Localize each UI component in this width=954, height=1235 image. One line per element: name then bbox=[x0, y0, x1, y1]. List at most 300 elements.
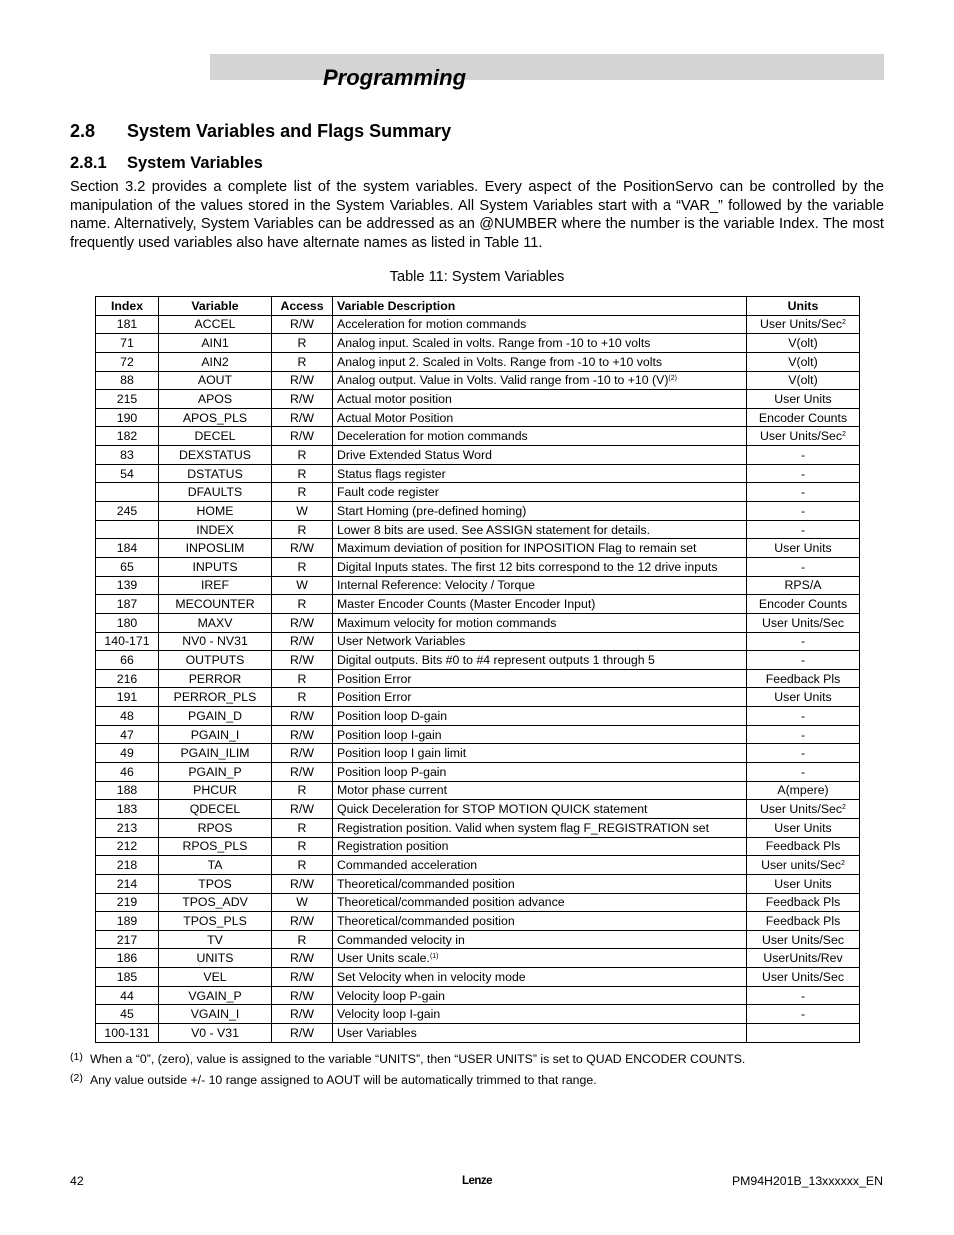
table-row bbox=[96, 334, 860, 353]
cell-description-text: Quick Deceleration for STOP MOTION QUICK statement bbox=[337, 802, 648, 817]
cell-index-text: 182 bbox=[116, 429, 138, 444]
document-id: PM94H201B_13xxxxxx_EN bbox=[731, 1174, 883, 1188]
cell-variable-text: APOS bbox=[197, 392, 233, 407]
superscript: (1) bbox=[429, 953, 439, 961]
cell-variable bbox=[159, 613, 272, 632]
cell-index bbox=[96, 651, 159, 670]
cell-units-text: User Units/Sec bbox=[760, 429, 843, 444]
table-row bbox=[96, 1005, 860, 1024]
cell-index bbox=[96, 688, 159, 707]
cell-units bbox=[747, 595, 860, 614]
cell-access bbox=[272, 595, 333, 614]
cell-units bbox=[747, 613, 860, 632]
header-bar bbox=[210, 54, 884, 80]
cell-units-text: - bbox=[800, 634, 806, 649]
cell-index bbox=[96, 893, 159, 912]
cell-access bbox=[272, 912, 333, 931]
cell-index-text: 45 bbox=[120, 1007, 134, 1022]
cell-units bbox=[747, 576, 860, 595]
cell-units bbox=[747, 483, 860, 502]
superscript: 2 bbox=[842, 431, 846, 439]
cell-description-text: Position loop P-gain bbox=[337, 764, 447, 779]
cell-variable-text: UNITS bbox=[196, 951, 234, 966]
cell-access-text: R/W bbox=[290, 652, 314, 667]
cell-description bbox=[333, 893, 747, 912]
cell-access-text: W bbox=[296, 578, 308, 593]
cell-description bbox=[333, 520, 747, 539]
table-row bbox=[96, 856, 860, 875]
cell-access-text: R bbox=[297, 336, 307, 351]
cell-units bbox=[747, 390, 860, 409]
cell-access-text: R/W bbox=[290, 802, 314, 817]
cell-description-text: Fault code register bbox=[337, 485, 439, 500]
table-row bbox=[96, 427, 860, 446]
cell-index-text: 83 bbox=[120, 447, 134, 462]
cell-index-text: 181 bbox=[116, 317, 138, 332]
cell-index-text: 180 bbox=[116, 615, 138, 630]
table-row bbox=[96, 539, 860, 558]
cell-units-text: User units/Sec bbox=[761, 858, 842, 873]
cell-index-text: 245 bbox=[116, 503, 138, 518]
cell-description-text: Position loop I gain limit bbox=[337, 746, 467, 761]
cell-access bbox=[272, 1023, 333, 1042]
cell-description bbox=[333, 986, 747, 1005]
cell-description-text: Maximum deviation of position for INPOSITION Flag to remain set bbox=[337, 541, 697, 556]
cell-description bbox=[333, 334, 747, 353]
cell-variable-text: IREF bbox=[200, 578, 229, 593]
cell-description bbox=[333, 707, 747, 726]
cell-description bbox=[333, 315, 747, 334]
cell-units-text: - bbox=[800, 988, 806, 1003]
header-units: Units bbox=[747, 297, 860, 316]
table-row bbox=[96, 632, 860, 651]
cell-index bbox=[96, 949, 159, 968]
cell-description bbox=[333, 632, 747, 651]
cell-access bbox=[272, 427, 333, 446]
cell-access bbox=[272, 949, 333, 968]
cell-index-text: 189 bbox=[116, 913, 138, 928]
cell-variable bbox=[159, 539, 272, 558]
cell-variable bbox=[159, 502, 272, 521]
cell-index-text: 188 bbox=[116, 783, 138, 798]
cell-variable bbox=[159, 837, 272, 856]
cell-units bbox=[747, 856, 860, 875]
cell-access-text: R bbox=[297, 466, 307, 481]
table-row bbox=[96, 669, 860, 688]
cell-access bbox=[272, 502, 333, 521]
cell-description bbox=[333, 613, 747, 632]
cell-variable bbox=[159, 856, 272, 875]
cell-index-text: 191 bbox=[116, 690, 138, 705]
table-row bbox=[96, 968, 860, 987]
cell-variable-text: MAXV bbox=[197, 615, 233, 630]
cell-index bbox=[96, 446, 159, 465]
cell-index bbox=[96, 725, 159, 744]
subsection-heading bbox=[70, 153, 263, 173]
cell-description bbox=[333, 595, 747, 614]
cell-units-text: User Units bbox=[774, 876, 832, 891]
table-row bbox=[96, 446, 860, 465]
cell-description bbox=[333, 725, 747, 744]
cell-index bbox=[96, 818, 159, 837]
table-row bbox=[96, 874, 860, 893]
cell-variable-text: VGAIN_I bbox=[190, 1007, 240, 1022]
cell-description-text: Lower 8 bits are used. See ASSIGN statement for details. bbox=[337, 522, 651, 537]
cell-access-text: R/W bbox=[290, 913, 314, 928]
cell-variable-text: INPUTS bbox=[192, 559, 238, 574]
cell-variable-text: TPOS bbox=[198, 876, 232, 891]
cell-index-text: 72 bbox=[120, 354, 134, 369]
cell-index-text: 71 bbox=[120, 336, 134, 351]
cell-access bbox=[272, 464, 333, 483]
cell-index bbox=[96, 856, 159, 875]
cell-access bbox=[272, 874, 333, 893]
cell-units-text: User Units/Sec bbox=[761, 969, 844, 984]
cell-description-text: User Units scale. bbox=[337, 951, 430, 966]
header-index: Index bbox=[96, 297, 159, 316]
footnote bbox=[70, 1051, 884, 1072]
cell-access-text: R/W bbox=[290, 746, 314, 761]
cell-access bbox=[272, 725, 333, 744]
cell-units bbox=[747, 651, 860, 670]
cell-description-text: Commanded velocity in bbox=[337, 932, 465, 947]
cell-units bbox=[747, 837, 860, 856]
cell-description bbox=[333, 446, 747, 465]
header-access: Access bbox=[272, 297, 333, 316]
cell-variable-text: TPOS_PLS bbox=[183, 913, 247, 928]
cell-units bbox=[747, 334, 860, 353]
cell-units bbox=[747, 371, 860, 390]
cell-description-text: Position Error bbox=[337, 690, 412, 705]
cell-units-text: - bbox=[800, 652, 806, 667]
cell-units bbox=[747, 520, 860, 539]
cell-description bbox=[333, 744, 747, 763]
cell-variable bbox=[159, 669, 272, 688]
cell-variable-text: QDECEL bbox=[189, 802, 241, 817]
cell-description-text: Deceleration for motion commands bbox=[337, 429, 528, 444]
cell-description-text: Position loop D-gain bbox=[337, 708, 448, 723]
cell-access-text: R bbox=[297, 858, 307, 873]
cell-access bbox=[272, 371, 333, 390]
cell-variable-text: PERROR_PLS bbox=[173, 690, 257, 705]
cell-access-text: R/W bbox=[290, 634, 314, 649]
cell-units-text: - bbox=[800, 559, 806, 574]
superscript: (2) bbox=[668, 375, 677, 383]
cell-variable bbox=[159, 893, 272, 912]
cell-variable-text: DSTATUS bbox=[187, 466, 243, 481]
cell-access-text: R/W bbox=[290, 373, 314, 388]
cell-units-text: User Units bbox=[774, 690, 832, 705]
cell-access-text: R bbox=[297, 783, 307, 798]
cell-access-text: R bbox=[297, 597, 307, 612]
cell-access-text: R/W bbox=[290, 1025, 314, 1040]
cell-units bbox=[747, 408, 860, 427]
cell-access bbox=[272, 818, 333, 837]
footnote-text: When a “0”, (zero), value is assigned to the variable “UNITS”, then “USER UNITS” is set to QUAD ENCODER COUNTS. bbox=[90, 1052, 746, 1066]
cell-description bbox=[333, 371, 747, 390]
cell-variable-text: NV0 - NV31 bbox=[182, 634, 248, 649]
cell-units-text: - bbox=[800, 485, 806, 500]
table-row bbox=[96, 800, 860, 819]
cell-access-text: R bbox=[297, 671, 307, 686]
superscript: 2 bbox=[842, 319, 846, 327]
cell-access bbox=[272, 576, 333, 595]
cell-index bbox=[96, 912, 159, 931]
table-row bbox=[96, 520, 860, 539]
cell-variable-text: PHCUR bbox=[193, 783, 237, 798]
cell-units-text: - bbox=[800, 503, 806, 518]
cell-units-text: User Units/Sec bbox=[761, 932, 844, 947]
cell-access bbox=[272, 408, 333, 427]
cell-description bbox=[333, 968, 747, 987]
table-row bbox=[96, 483, 860, 502]
cell-index bbox=[96, 483, 159, 502]
cell-index bbox=[96, 744, 159, 763]
cell-variable bbox=[159, 763, 272, 782]
cell-units-text: Feedback Pls bbox=[765, 913, 841, 928]
table-row bbox=[96, 464, 860, 483]
cell-access bbox=[272, 856, 333, 875]
cell-index bbox=[96, 986, 159, 1005]
table-row bbox=[96, 744, 860, 763]
cell-description-text: Analog input. Scaled in volts. Range from -10 to +10 volts bbox=[337, 336, 651, 351]
cell-variable bbox=[159, 464, 272, 483]
cell-index-text: 187 bbox=[116, 597, 138, 612]
cell-description bbox=[333, 669, 747, 688]
cell-description-text: Start Homing (pre-defined homing) bbox=[337, 503, 527, 518]
cell-access bbox=[272, 968, 333, 987]
cell-description bbox=[333, 949, 747, 968]
cell-access-text: R/W bbox=[290, 392, 314, 407]
cell-index bbox=[96, 371, 159, 390]
cell-units-text: - bbox=[800, 522, 806, 537]
cell-variable-text: PGAIN_P bbox=[188, 764, 242, 779]
cell-units-text: User Units/Sec bbox=[760, 317, 843, 332]
cell-description bbox=[333, 781, 747, 800]
table-row bbox=[96, 930, 860, 949]
cell-units bbox=[747, 315, 860, 334]
cell-index-text: 47 bbox=[120, 727, 134, 742]
cell-index-text: 54 bbox=[120, 466, 134, 481]
cell-description bbox=[333, 874, 747, 893]
cell-description-text: Digital outputs. Bits #0 to #4 represent outputs 1 through 5 bbox=[337, 652, 655, 667]
table-row bbox=[96, 837, 860, 856]
table-row bbox=[96, 408, 860, 427]
cell-variable-text: TA bbox=[207, 858, 223, 873]
cell-units-text: - bbox=[800, 746, 806, 761]
system-variables-table bbox=[95, 296, 860, 1043]
cell-index bbox=[96, 613, 159, 632]
cell-variable bbox=[159, 315, 272, 334]
cell-description bbox=[333, 427, 747, 446]
cell-index-text: 219 bbox=[116, 895, 138, 910]
cell-description-text: Analog input 2. Scaled in Volts. Range from -10 to +10 volts bbox=[337, 354, 663, 369]
cell-variable bbox=[159, 725, 272, 744]
table-caption: Table 11: System Variables bbox=[389, 269, 565, 285]
cell-description bbox=[333, 930, 747, 949]
cell-access bbox=[272, 390, 333, 409]
cell-description-text: User Variables bbox=[337, 1025, 417, 1040]
cell-variable-text: DFAULTS bbox=[187, 485, 243, 500]
cell-variable bbox=[159, 520, 272, 539]
cell-description-text: Set Velocity when in velocity mode bbox=[337, 969, 526, 984]
cell-variable bbox=[159, 874, 272, 893]
table-row bbox=[96, 1023, 860, 1042]
cell-description-text: Motor phase current bbox=[337, 783, 448, 798]
cell-units-text: User Units/Sec bbox=[760, 802, 843, 817]
cell-access bbox=[272, 651, 333, 670]
page-number: 42 bbox=[70, 1174, 84, 1188]
cell-access-text: R/W bbox=[290, 876, 314, 891]
subsection-title: System Variables bbox=[127, 154, 263, 172]
table-row bbox=[96, 688, 860, 707]
cell-variable bbox=[159, 986, 272, 1005]
cell-access bbox=[272, 334, 333, 353]
cell-description-text: Analog output. Value in Volts. Valid range from -10 to +10 (V) bbox=[337, 373, 669, 388]
cell-index-text: 48 bbox=[120, 708, 134, 723]
cell-units-text: Feedback Pls bbox=[765, 671, 841, 686]
cell-variable bbox=[159, 483, 272, 502]
cell-variable-text: ACCEL bbox=[194, 317, 236, 332]
cell-units bbox=[747, 464, 860, 483]
cell-access-text: R bbox=[297, 690, 307, 705]
cell-access-text: R/W bbox=[290, 727, 314, 742]
cell-description bbox=[333, 483, 747, 502]
cell-description bbox=[333, 651, 747, 670]
cell-units bbox=[747, 818, 860, 837]
cell-units bbox=[747, 781, 860, 800]
cell-index bbox=[96, 520, 159, 539]
cell-index-text: 44 bbox=[120, 988, 134, 1003]
cell-description-text: Registration position. Valid when system flag F_REGISTRATION set bbox=[337, 820, 710, 835]
cell-access bbox=[272, 893, 333, 912]
footnote bbox=[70, 1072, 884, 1093]
cell-access-text: W bbox=[296, 895, 308, 910]
footnote-mark: (1) bbox=[70, 1051, 83, 1063]
cell-units-text: User Units bbox=[774, 820, 832, 835]
cell-description-text: Position loop I-gain bbox=[337, 727, 442, 742]
cell-access bbox=[272, 483, 333, 502]
cell-index-text: 140-171 bbox=[104, 634, 150, 649]
cell-units bbox=[747, 707, 860, 726]
cell-variable bbox=[159, 818, 272, 837]
cell-units bbox=[747, 539, 860, 558]
cell-variable bbox=[159, 446, 272, 465]
cell-index bbox=[96, 502, 159, 521]
cell-units bbox=[747, 1023, 860, 1042]
cell-variable-text: OUTPUTS bbox=[185, 652, 245, 667]
cell-index bbox=[96, 632, 159, 651]
cell-variable-text: V0 - V31 bbox=[191, 1025, 239, 1040]
cell-variable bbox=[159, 408, 272, 427]
cell-description bbox=[333, 1023, 747, 1042]
table-row bbox=[96, 893, 860, 912]
cell-units bbox=[747, 632, 860, 651]
cell-units bbox=[747, 557, 860, 576]
cell-units-text: Encoder Counts bbox=[758, 410, 848, 425]
cell-description-text: Actual motor position bbox=[337, 392, 452, 407]
cell-access-text: R/W bbox=[290, 951, 314, 966]
cell-units-text: - bbox=[800, 447, 806, 462]
cell-variable bbox=[159, 930, 272, 949]
cell-variable bbox=[159, 334, 272, 353]
cell-variable-text: APOS_PLS bbox=[182, 410, 248, 425]
footnote-text: Any value outside +/- 10 range assigned to AOUT will be automatically trimmed to that range. bbox=[90, 1073, 597, 1087]
cell-access bbox=[272, 446, 333, 465]
cell-units bbox=[747, 427, 860, 446]
cell-description-text: Internal Reference: Velocity / Torque bbox=[337, 578, 536, 593]
cell-index bbox=[96, 930, 159, 949]
cell-variable bbox=[159, 968, 272, 987]
cell-variable bbox=[159, 781, 272, 800]
table-row bbox=[96, 576, 860, 595]
cell-description-text: Actual Motor Position bbox=[337, 410, 454, 425]
table-row bbox=[96, 352, 860, 371]
cell-access-text: R bbox=[297, 839, 307, 854]
table-row bbox=[96, 818, 860, 837]
cell-index-text: 212 bbox=[116, 839, 138, 854]
cell-variable-text: VEL bbox=[203, 969, 227, 984]
cell-variable-text: DECEL bbox=[194, 429, 236, 444]
cell-index bbox=[96, 464, 159, 483]
cell-description-text: Registration position bbox=[337, 839, 449, 854]
cell-index bbox=[96, 390, 159, 409]
cell-access bbox=[272, 800, 333, 819]
cell-description bbox=[333, 502, 747, 521]
cell-variable-text: PERROR bbox=[188, 671, 242, 686]
cell-access-text: R/W bbox=[290, 317, 314, 332]
cell-units-text: A(mpere) bbox=[777, 783, 829, 798]
cell-variable-text: RPOS_PLS bbox=[182, 839, 248, 854]
cell-units bbox=[747, 502, 860, 521]
cell-access bbox=[272, 837, 333, 856]
cell-index-text: 215 bbox=[116, 392, 138, 407]
cell-index bbox=[96, 315, 159, 334]
cell-description-text: Theoretical/commanded position advance bbox=[337, 895, 565, 910]
cell-access-text: R/W bbox=[290, 410, 314, 425]
cell-index-text: 183 bbox=[116, 802, 138, 817]
cell-variable-text: MECOUNTER bbox=[175, 597, 255, 612]
cell-units-text: - bbox=[800, 1007, 806, 1022]
cell-access-text: R bbox=[297, 485, 307, 500]
cell-index bbox=[96, 595, 159, 614]
cell-variable-text: AIN1 bbox=[201, 336, 229, 351]
cell-description-text: Acceleration for motion commands bbox=[337, 317, 527, 332]
cell-description-text: User Network Variables bbox=[337, 634, 466, 649]
section-number: 2.8 bbox=[70, 121, 96, 141]
cell-index-text: 49 bbox=[120, 746, 134, 761]
table-row bbox=[96, 949, 860, 968]
intro-paragraph: Section 3.2 provides a complete list of the system variables. Every aspect of the PositionServo can be controlled by the manipulation of the values stored in the System Variables. All System Variables start with a “VAR_” followed by the variable name. Alternatively, System Variables can be addressed as an @NUMBER where the number is the variable Index. The most frequently used variables also have alternate names as listed in Table 11. bbox=[70, 179, 884, 251]
cell-index bbox=[96, 334, 159, 353]
cell-description bbox=[333, 1005, 747, 1024]
cell-units-text: User Units/Sec bbox=[761, 615, 844, 630]
cell-units-text: RPS/A bbox=[784, 578, 822, 593]
cell-access bbox=[272, 1005, 333, 1024]
cell-access-text: R bbox=[297, 354, 307, 369]
cell-units bbox=[747, 949, 860, 968]
cell-units bbox=[747, 800, 860, 819]
cell-variable bbox=[159, 352, 272, 371]
cell-description-text: Theoretical/commanded position bbox=[337, 876, 515, 891]
cell-index-text: 88 bbox=[120, 373, 134, 388]
cell-index bbox=[96, 669, 159, 688]
cell-variable-text: AOUT bbox=[197, 373, 233, 388]
cell-units bbox=[747, 968, 860, 987]
cell-index-text: 185 bbox=[116, 969, 138, 984]
cell-units bbox=[747, 930, 860, 949]
cell-variable-text: INPOSLIM bbox=[185, 541, 245, 556]
